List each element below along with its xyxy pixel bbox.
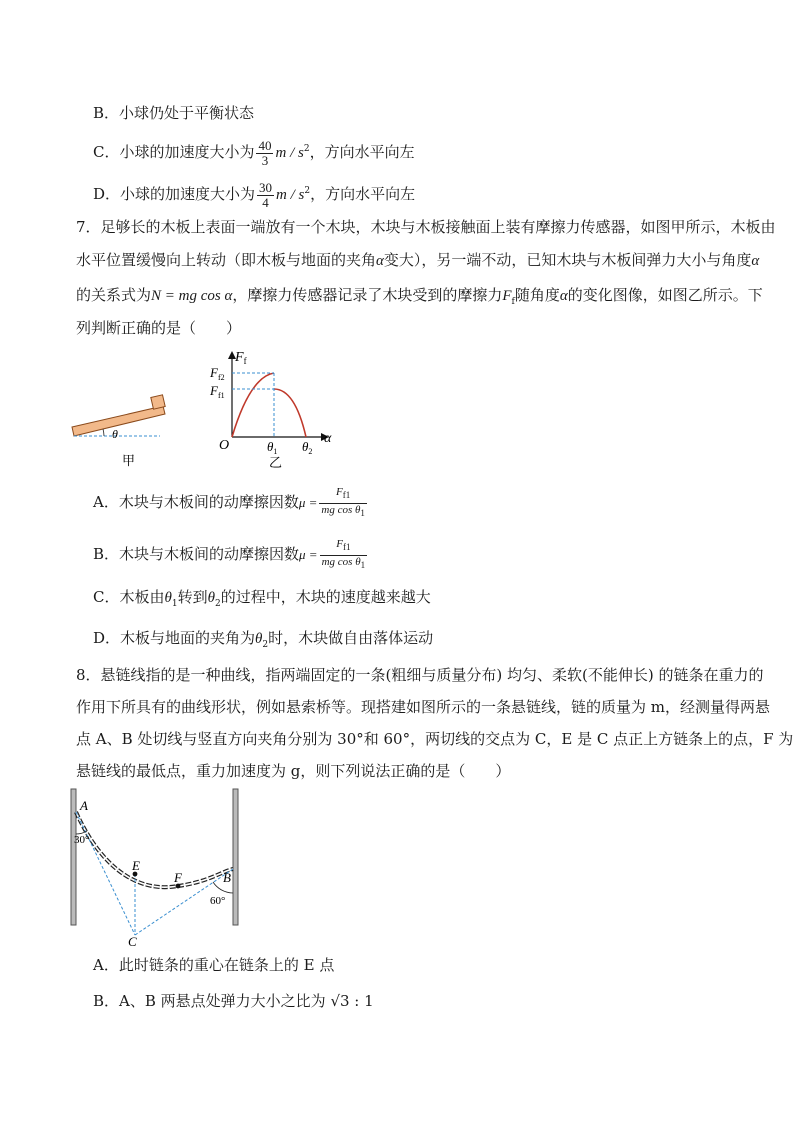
q7-option-d: D．木板与地面的夹角为$\theta_2$时，木块做自由落体运动 <box>93 629 434 650</box>
q8-option-b: B．A、B 两悬点处弹力大小之比为 √3 : 1 <box>93 992 374 1010</box>
angle-theta-label: θ <box>112 427 118 441</box>
figure-jia <box>68 388 178 468</box>
ff1-label: $F_{f1}$ <box>210 383 225 400</box>
theta2-label: $\theta_2$ <box>302 439 313 456</box>
q6-option-d: D．小球的加速度大小为 $\frac{30}{4}$ m / $s^2$，方向水平向左 <box>93 179 416 210</box>
angle-30-label: 30° <box>74 834 90 846</box>
point-e-label: E <box>132 858 140 873</box>
point-f-label: F <box>174 870 182 885</box>
q8-stem-line4: 悬链线的最低点，重力加速度为 g，则下列说法正确的是（ ） <box>76 762 511 780</box>
point-c-label: C <box>128 934 137 948</box>
fraction: $\frac{F_{f1}}{mg \cos \theta_1}$ <box>321 538 366 570</box>
figure-yi-caption: 乙 <box>269 455 283 470</box>
q8-stem-line2: 作用下所具有的曲线形状，例如悬索桥等。现搭建如图所示的一条悬链线，链的质量为 m，经测量得两悬 <box>76 698 770 716</box>
q7-option-a: A．木块与木板间的动摩擦因数μ = $\frac{F_{f1}}{mg \cos \theta_1}$ <box>93 486 365 518</box>
fraction: $\frac{40}{3}$ <box>258 137 272 168</box>
point-b-label: B <box>223 870 231 885</box>
fraction: $\frac{F_{f1}}{mg \cos \theta_1}$ <box>321 486 365 518</box>
ff2-label: $F_{f2}$ <box>210 365 225 382</box>
catenary-figure <box>68 786 248 948</box>
q8-option-a: A．此时链条的重心在链条上的 E 点 <box>93 956 335 974</box>
q7-stem-line4: 列判断正确的是（ ） <box>76 319 242 337</box>
angle-60-label: 60° <box>210 895 226 907</box>
origin-label: O <box>219 438 230 453</box>
q7-stem-line1: 7．足够长的木板上表面一端放有一个木块，木块与木板接触面上装有摩擦力传感器，如图甲所示，木板由 <box>76 218 776 236</box>
q8-stem-line3: 点 A、B 处切线与竖直方向夹角分别为 30°和 60°，两切线的交点为 C，E 是 C 点正上方链条上的点，F 为 <box>76 730 794 748</box>
theta1-label: $\theta_1$ <box>267 439 278 456</box>
fraction: $\frac{30}{4}$ <box>259 179 273 210</box>
y-axis-label: $F_f$ <box>235 350 247 366</box>
q7-stem-line2: 水平位置缓慢向上转动（即木板与地面的夹角α变大），另一端不动，已知木块与木板间弹力大小与角度α <box>76 251 760 269</box>
q8-stem-line1: 8．悬链线指的是一种曲线，指两端固定的一条(粗细与质量分布) 均匀、柔软(不能伸长) 的链条在重力的 <box>76 666 764 684</box>
point-a-label: A <box>80 798 88 813</box>
figure-yi-graph <box>205 345 345 470</box>
q7-option-c: C．木板由$\theta_1$转到$\theta_2$的过程中，木块的速度越来越大 <box>93 588 431 609</box>
q6-option-c: C．小球的加速度大小为 $\frac{40}{3}$ m / $s^2$，方向水平向左 <box>93 137 415 168</box>
x-axis-label: α <box>324 431 332 446</box>
figure-jia-caption: 甲 <box>122 453 136 468</box>
q7-stem-line3: 的关系式为N = mg cos α，摩擦力传感器记录了木块受到的摩擦力$F_f$随角度α的变化图像，如图乙所示。下 <box>76 286 763 307</box>
q6-option-b: B．小球仍处于平衡状态 <box>93 104 255 122</box>
q7-option-b: B．木块与木板间的动摩擦因数μ = $\frac{F_{f1}}{mg \cos \theta_1}$ <box>93 538 366 570</box>
